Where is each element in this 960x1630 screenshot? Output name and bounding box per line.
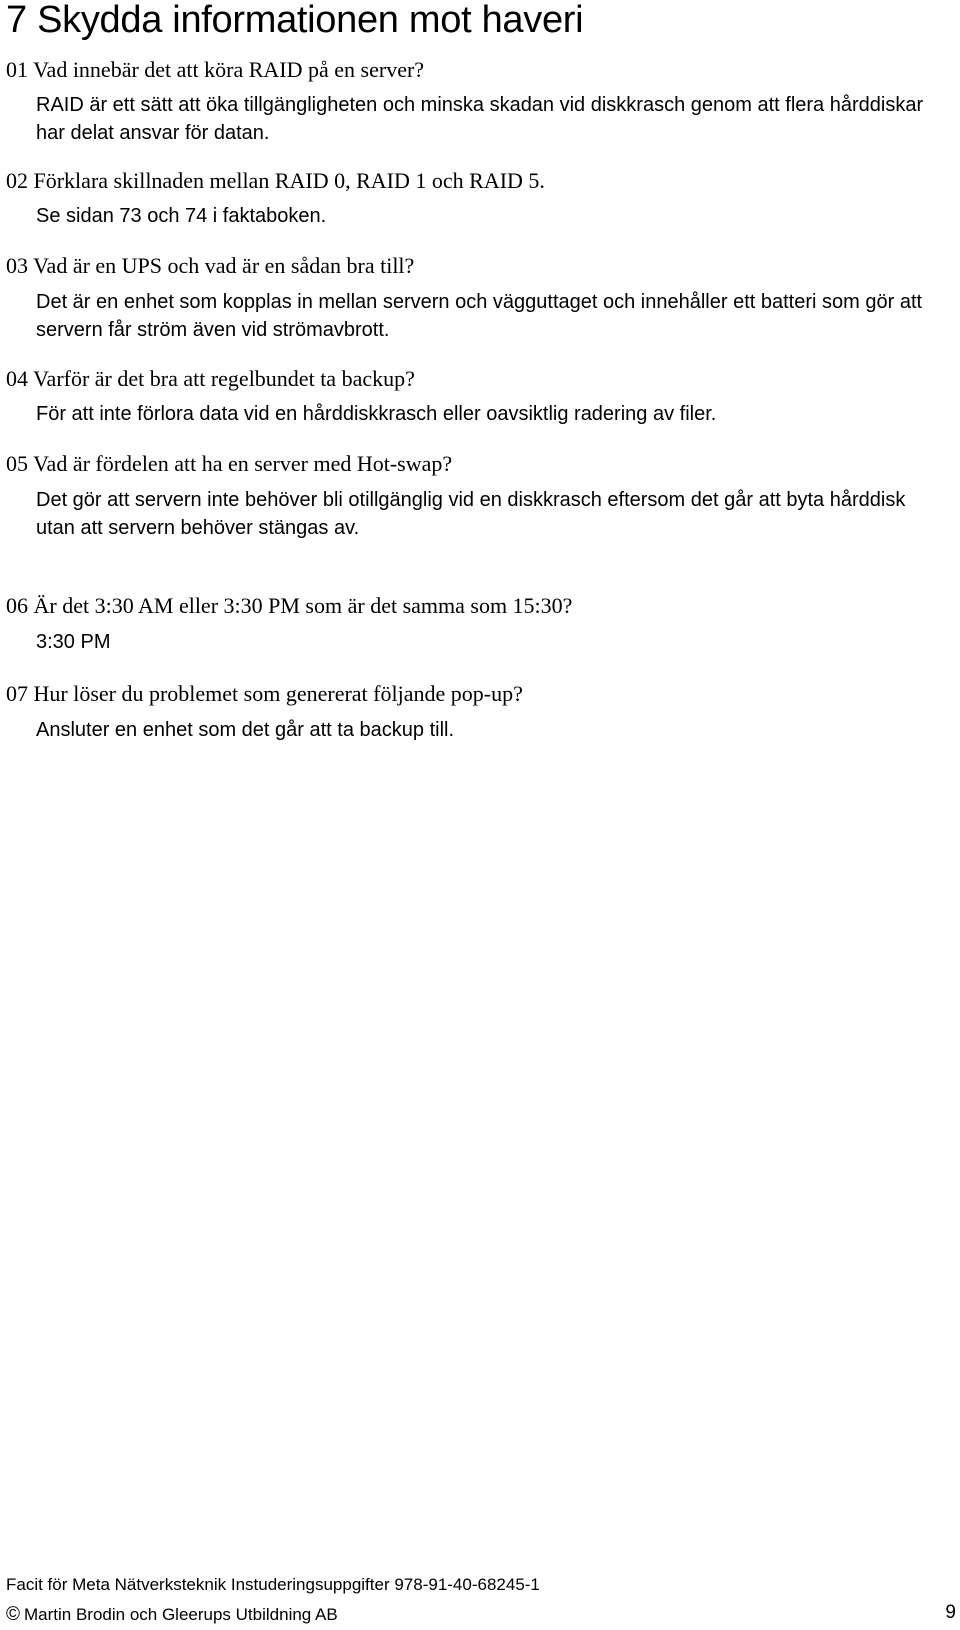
question-05: 05 Vad är fördelen att ha en server med Hot-swap? [6, 451, 453, 476]
answer-01: RAID är ett sätt att öka tillgängligheten och minska skadan vid diskkrasch genom att flera hårddiskar har delat ansvar för datan. [36, 94, 924, 144]
question-03: 03 Vad är en UPS och vad är en sådan bra till? [6, 253, 415, 278]
question-04: 04 Varför är det bra att regelbundet ta backup? [6, 366, 415, 391]
footer-copyright-line [6, 1604, 338, 1626]
copyright-icon: © [6, 1604, 20, 1625]
footer-copyright: Martin Brodin och Gleerups Utbildning AB [24, 1605, 338, 1624]
question-01: 01 Vad innebär det att köra RAID på en server? [6, 57, 425, 82]
question-07: 07 Hur löser du problemet som genererat följande pop-up? [6, 681, 523, 706]
page-number: 9 [945, 1602, 956, 1623]
answer-02: Se sidan 73 och 74 i faktaboken. [36, 205, 327, 227]
question-06: 06 Är det 3:30 AM eller 3:30 PM som är det samma som 15:30? [6, 593, 573, 618]
footer-publication: Facit för Meta Nätverksteknik Instuderingsuppgifter 978-91-40-68245-1 [6, 1575, 540, 1594]
answer-07: Ansluter en enhet som det går att ta backup till. [36, 719, 455, 741]
page-title: 7 Skydda informationen mot haveri [6, 0, 584, 41]
answer-05: Det gör att servern inte behöver bli otillgänglig vid en diskkrasch eftersom det går att byta hårddisk utan att servern behöver stängas av. [36, 489, 906, 539]
answer-06: 3:30 PM [36, 631, 111, 653]
question-02: 02 Förklara skillnaden mellan RAID 0, RAID 1 och RAID 5. [6, 168, 545, 193]
answer-04: För att inte förlora data vid en hårddiskkrasch eller oavsiktlig radering av filer. [36, 403, 717, 425]
answer-03: Det är en enhet som kopplas in mellan servern och vägguttaget och innehåller ett batteri som gör att servern får ström även vid strömavbrott. [36, 291, 923, 341]
